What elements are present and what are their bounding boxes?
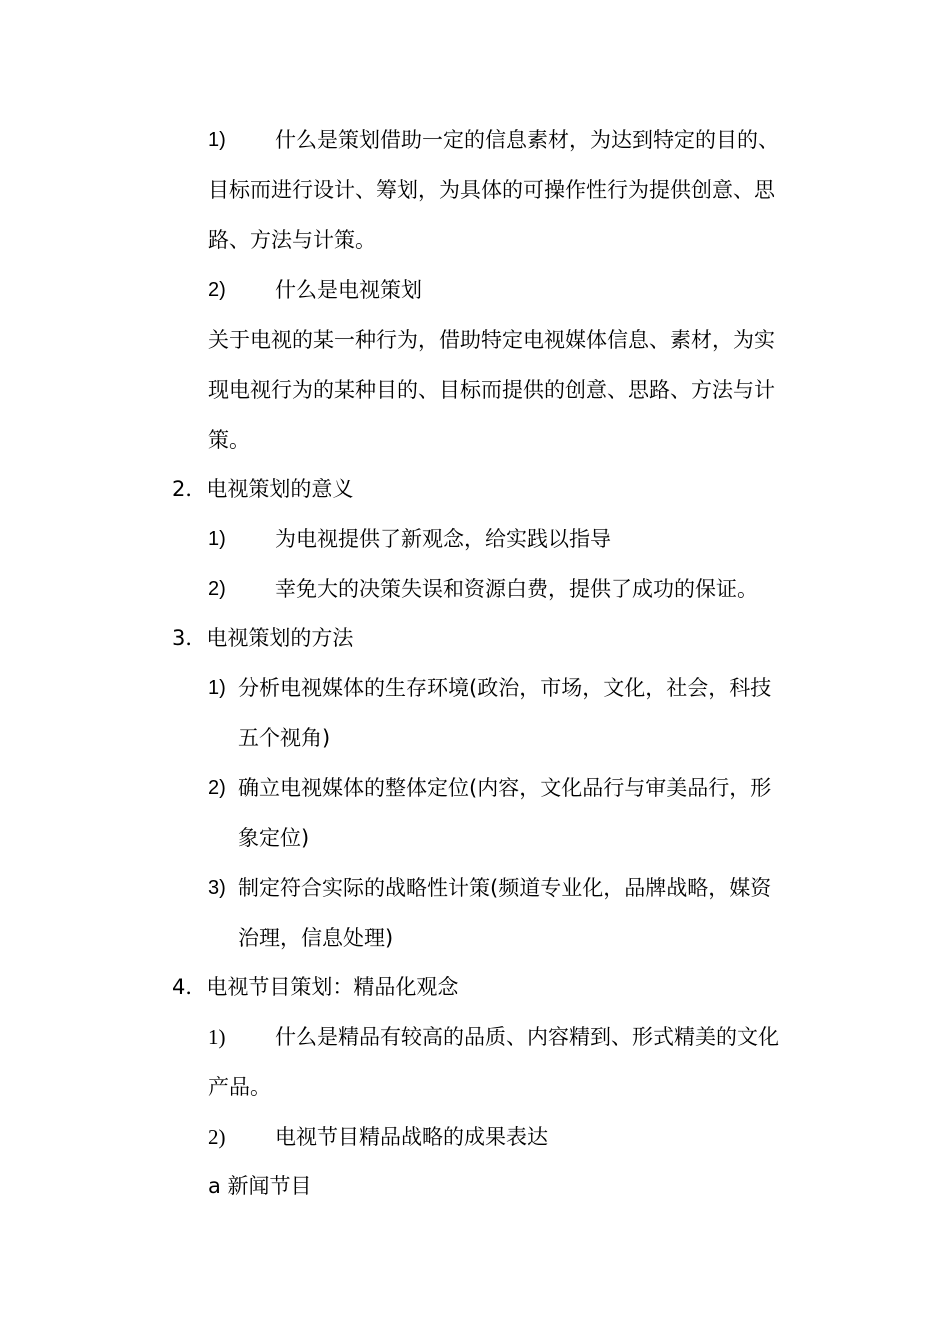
list-marker: 1) [208,528,226,550]
section-heading: 3．电视策划的方法 [172,626,354,650]
list-marker: 2) [208,1125,226,1149]
list-item-text: 治理，信息处理) [238,926,394,950]
list-item-text: 制定符合实际的战略性计策(频道专业化，品牌战略，媒资 [238,876,772,900]
paragraph-line: 目标而进行设计、筹划，为具体的可操作性行为提供创意、思 [208,178,775,202]
section-heading: 2．电视策划的意义 [172,477,354,501]
paragraph-line: 关于电视的某一种行为，借助特定电视媒体信息、素材，为实 [208,328,775,352]
list-item-text: 象定位) [238,826,310,850]
list-marker: 2) [208,578,226,600]
list-item-text: 产品。 [208,1075,271,1099]
list-item-text: 五个视角) [238,726,331,750]
list-marker: 1) [208,677,226,699]
list-item-text: 什么是精品有较高的品质、内容精到、形式精美的文化 [275,1025,779,1049]
list-item-text: 分析电视媒体的生存环境(政治，市场，文化，社会，科技 [238,676,772,700]
list-marker: 2) [208,777,226,799]
section-heading: 4．电视节目策划：精品化观念 [172,975,459,999]
paragraph-line: 现电视行为的某种目的、目标而提供的创意、思路、方法与计 [208,378,775,402]
list-item-text: 为电视提供了新观念，给实践以指导 [275,527,611,551]
list-marker: 1) [208,1025,226,1049]
list-item-title: 什么是电视策划 [275,278,422,302]
list-item-text: 幸免大的决策失误和资源白费，提供了成功的保证。 [275,577,758,601]
list-marker: 2) [208,279,226,301]
list-marker: 1) [208,129,226,151]
paragraph-line: 路、方法与计策。 [208,228,376,252]
list-item-text: 确立电视媒体的整体定位(内容，文化品行与审美品行，形 [238,776,772,800]
list-marker: 3) [208,877,226,899]
paragraph-line: 策。 [208,428,250,452]
list-item-text: 电视节目精品战略的成果表达 [275,1125,548,1149]
paragraph-line: 什么是策划借助一定的信息素材，为达到特定的目的、 [275,128,779,152]
sub-item: a 新闻节目 [208,1174,312,1198]
